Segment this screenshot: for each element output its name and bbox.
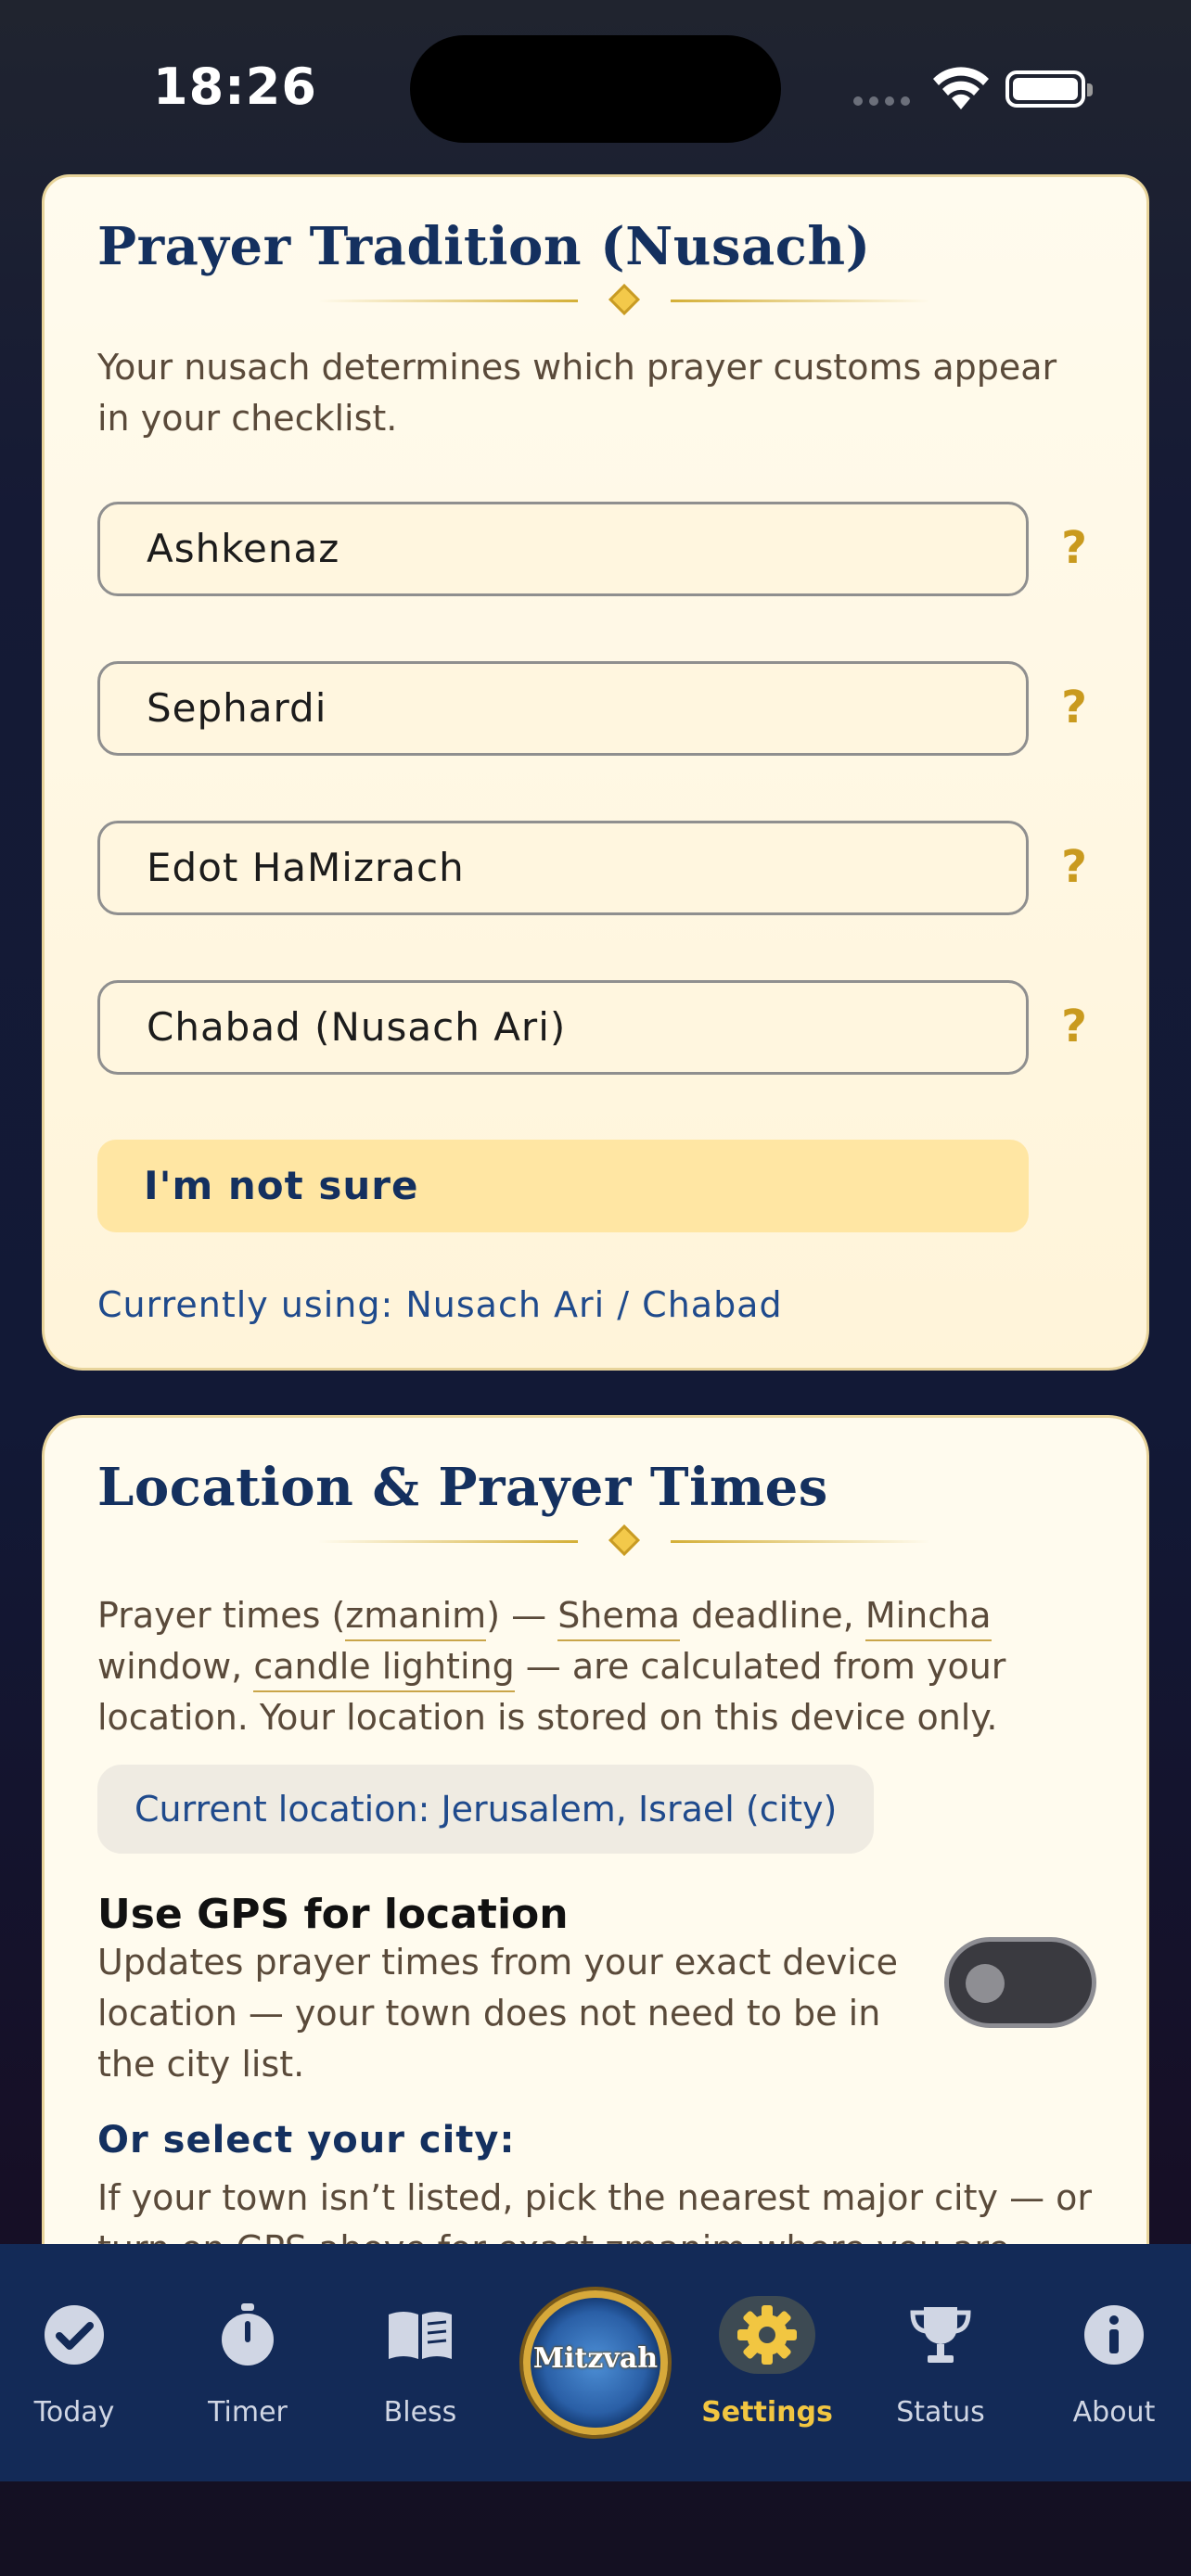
divider-ornament [281,1527,967,1555]
toggle-knob [966,1964,1005,2003]
open-book-icon [383,2298,457,2372]
tab-settings[interactable] [693,2244,841,2481]
help-button-chabad[interactable]: ? [1061,1001,1087,1052]
tab-label: Settings [701,2396,833,2429]
term-candle-lighting[interactable]: candle lighting [253,1646,514,1692]
status-time: 18:26 [153,57,317,116]
help-button-sephardi[interactable]: ? [1061,682,1087,733]
nusach-card [42,174,1149,1371]
stopwatch-icon [211,2298,285,2372]
nusach-description: Your nusach determines which prayer customs appear in your checklist. [97,347,1057,439]
location-card [42,1415,1149,2342]
nusach-option-edot-hamizrach[interactable]: Edot HaMizrach [97,821,1029,915]
status-bar [0,0,1191,176]
divider-ornament [281,287,967,314]
tab-label: Bless [383,2396,457,2429]
current-nusach-text: Currently using: Nusach Ari / Chabad [97,1284,783,1325]
term-shema[interactable]: Shema [557,1595,680,1641]
nusach-option-chabad[interactable]: Chabad (Nusach Ari) [97,980,1029,1075]
battery-icon [1005,70,1085,108]
tab-bar [0,2244,1191,2481]
gps-setting-title: Use GPS for location [97,1891,569,1938]
tab-label: About [1072,2396,1156,2429]
gps-toggle[interactable] [944,1937,1096,2028]
nusach-option-sephardi[interactable]: Sephardi [97,661,1029,756]
dynamic-island [410,35,781,143]
nusach-title: Prayer Tradition (Nusach) [97,216,871,277]
term-mincha[interactable]: Mincha [865,1595,992,1641]
location-title: Location & Prayer Times [97,1457,828,1518]
tab-about[interactable] [1040,2244,1188,2481]
help-button-edot-hamizrach[interactable]: ? [1061,841,1087,893]
trophy-icon [903,2298,978,2372]
tab-label: Status [896,2396,985,2429]
help-button-ashkenaz[interactable]: ? [1061,522,1087,574]
select-city-description: If your town isn’t listed, pick the nearest major city — or [97,2177,1093,2218]
checkmark-circle-icon [37,2298,111,2372]
tab-label: Timer [208,2396,288,2429]
current-location-badge: Current location: Jerusalem, Israel (city) [97,1765,874,1854]
not-sure-button[interactable]: I'm not sure [97,1140,1029,1232]
wifi-icon [931,67,991,111]
gps-setting-description: Updates prayer times from your exact device location — your town does not need to be in the city list. [97,1942,899,2085]
info-circle-icon [1077,2298,1151,2372]
gear-icon [730,2298,804,2372]
tab-today[interactable] [0,2244,148,2481]
nusach-option-ashkenaz[interactable]: Ashkenaz [97,502,1029,596]
term-zmanim[interactable]: zmanim [345,1595,486,1641]
mitzvah-logo-text: Mitzvah [532,2342,659,2375]
select-city-title: Or select your city: [97,2119,516,2162]
tab-timer[interactable] [173,2244,322,2481]
tab-bless[interactable] [346,2244,494,2481]
location-description: Prayer times (zmanim) — Shema deadline, Mincha window, candle lighting — are calculated from your location. Your location is stored on this device only. [97,1595,1006,1738]
tab-status[interactable] [866,2244,1015,2481]
mitzvah-center-button[interactable] [523,2290,668,2435]
tab-label: Today [33,2396,115,2429]
cellular-signal-icon [853,96,910,106]
